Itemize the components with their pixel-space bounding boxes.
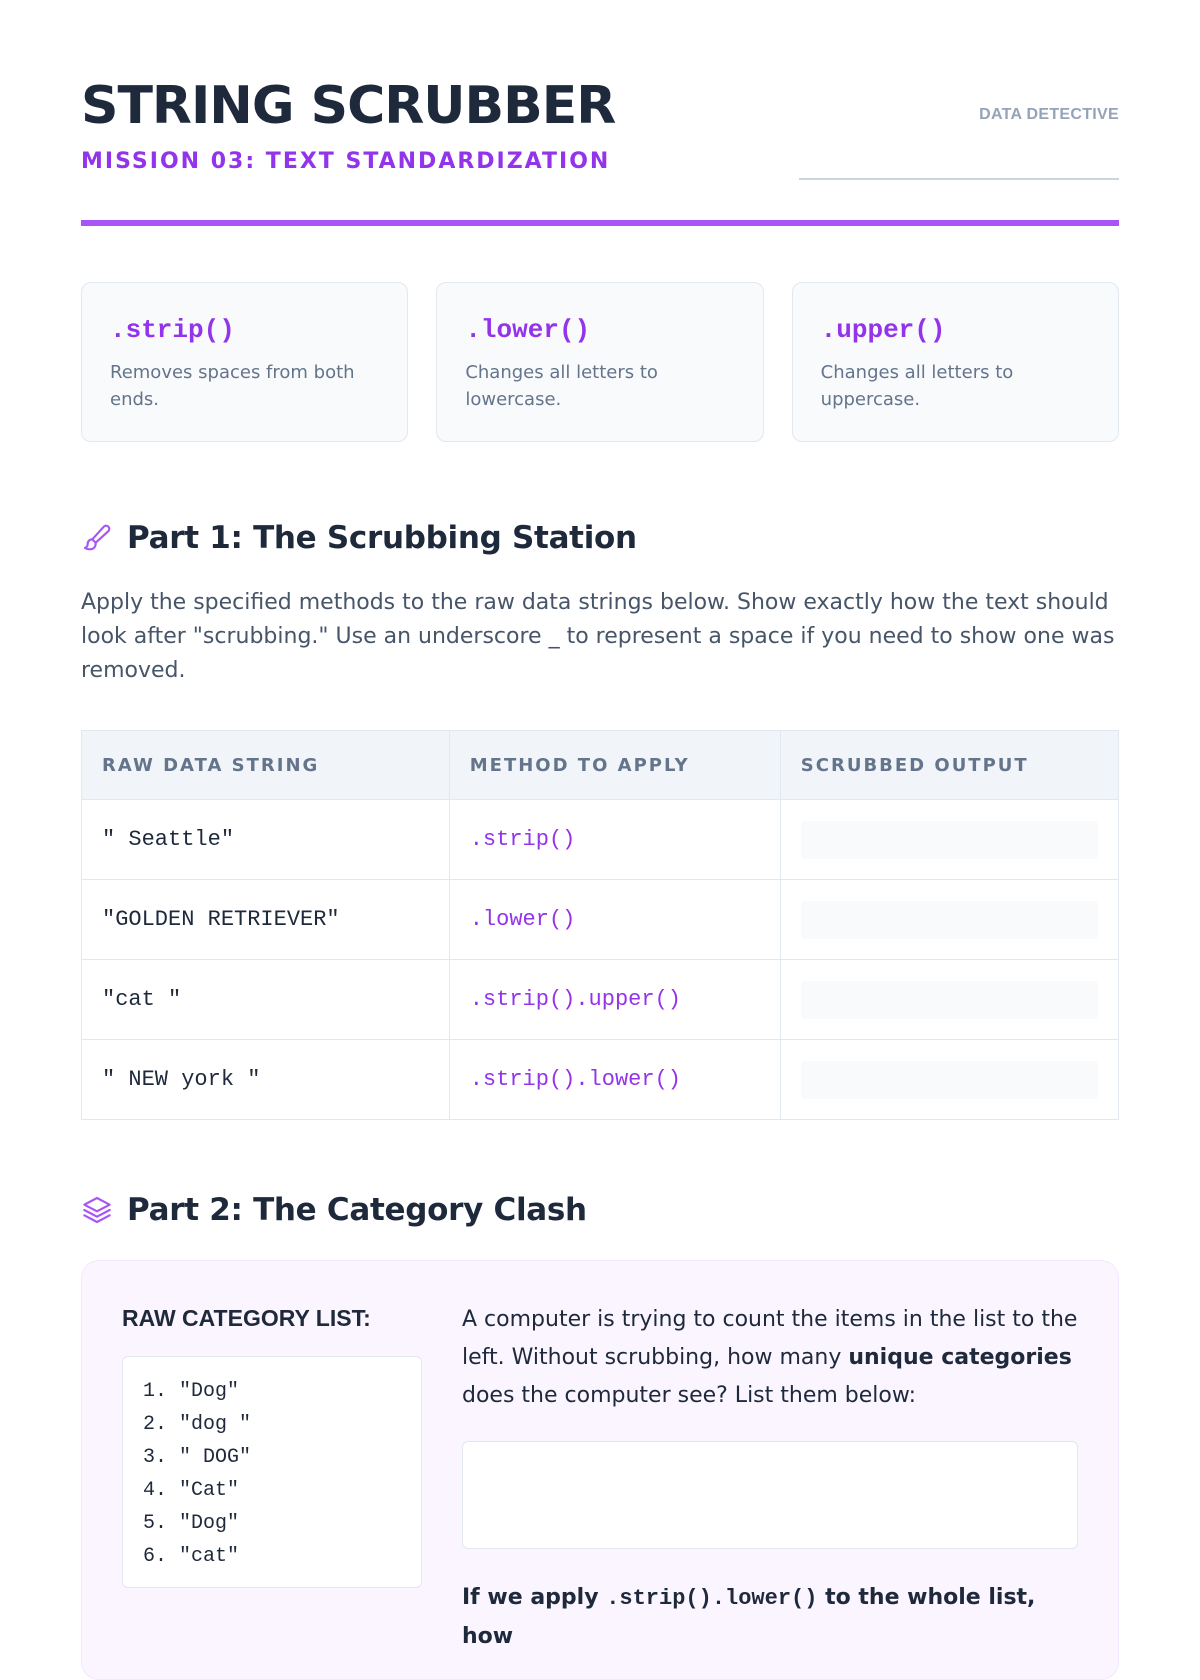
list-item: 6. "cat" <box>143 1545 240 1568</box>
table-row <box>82 800 1119 880</box>
brush-icon <box>81 522 113 554</box>
category-clash-panel <box>81 1260 1119 1680</box>
table-row <box>82 960 1119 1040</box>
method-cell: .strip().upper() <box>449 960 780 1040</box>
question-text: A computer is trying to count the items in the list to the left. Without scrubbing, how many <box>462 1307 1078 1370</box>
scrubbed-output-field[interactable] <box>801 1061 1098 1099</box>
scrubbed-output-field[interactable] <box>801 901 1098 939</box>
question-emphasis: unique categories <box>848 1345 1072 1370</box>
method-card-lower <box>436 282 763 442</box>
list-item: 2. "dog " <box>143 1413 252 1436</box>
header <box>81 0 1119 226</box>
method-cell: .strip().lower() <box>449 1040 780 1120</box>
scrubbing-table <box>81 730 1119 1120</box>
raw-string-cell: " NEW york " <box>82 1040 450 1120</box>
list-item: 5. "Dog" <box>143 1512 240 1535</box>
output-cell <box>780 800 1118 880</box>
header-divider <box>81 220 1119 226</box>
scrubbed-output-field[interactable] <box>801 821 1098 859</box>
method-name: .upper() <box>820 315 946 345</box>
part1-title: Part 1: The Scrubbing Station <box>127 520 637 556</box>
method-cell: .lower() <box>449 880 780 960</box>
list-item: 3. " DOG" <box>143 1446 252 1469</box>
category-list-box <box>122 1356 422 1588</box>
part1-instructions: Apply the specified methods to the raw data strings below. Show exactly how the text should look after "scrubbing." Use an underscore _ to represent a space if you need to show one was removed. <box>81 590 1115 683</box>
scrubbed-output-field[interactable] <box>801 981 1098 1019</box>
raw-string-cell: " Seattle" <box>82 800 450 880</box>
part2-title: Part 2: The Category Clash <box>127 1192 587 1228</box>
list-item: 4. "Cat" <box>143 1479 240 1502</box>
method-description: Removes spaces from both ends. <box>110 362 355 410</box>
output-cell <box>780 960 1118 1040</box>
category-list <box>143 1375 401 1573</box>
unique-categories-question <box>462 1301 1078 1415</box>
table-header-row <box>82 731 1119 800</box>
method-cards <box>81 282 1119 442</box>
question-text: to the whole list, how <box>462 1585 1036 1649</box>
column-header-raw: RAW DATA STRING <box>82 731 450 800</box>
method-card-upper <box>792 282 1119 442</box>
list-item: 1. "Dog" <box>143 1380 240 1403</box>
question-text: does the computer see? List them below: <box>462 1383 917 1408</box>
layers-icon <box>81 1194 113 1226</box>
output-cell <box>780 880 1118 960</box>
method-name: .lower() <box>465 315 591 345</box>
raw-string-cell: "GOLDEN RETRIEVER" <box>82 880 450 960</box>
category-list-column <box>122 1301 422 1679</box>
output-cell <box>780 1040 1118 1120</box>
method-description: Changes all letters to lowercase. <box>465 362 658 410</box>
raw-string-cell: "cat " <box>82 960 450 1040</box>
page-title: STRING SCRUBBER <box>81 76 616 136</box>
table-row <box>82 880 1119 960</box>
part2-heading <box>81 1190 1119 1230</box>
column-header-method: METHOD TO APPLY <box>449 731 780 800</box>
name-line[interactable] <box>799 178 1119 180</box>
table-row <box>82 1040 1119 1120</box>
column-header-output: SCRUBBED OUTPUT <box>780 731 1118 800</box>
category-list-label: RAW CATEGORY LIST: <box>122 1305 371 1331</box>
mission-subtitle: MISSION 03: TEXT STANDARDIZATION <box>81 149 611 174</box>
question-text: If we apply <box>462 1585 607 1610</box>
method-card-strip <box>81 282 408 442</box>
unique-categories-answer-field[interactable] <box>462 1441 1078 1549</box>
part1-heading <box>81 518 1119 558</box>
method-cell: .strip() <box>449 800 780 880</box>
method-name: .strip() <box>110 315 235 345</box>
method-description: Changes all letters to uppercase. <box>820 362 1014 410</box>
data-detective-label: DATA DETECTIVE <box>979 106 1119 123</box>
scrubbed-count-question <box>462 1579 1078 1656</box>
question-code: .strip().lower() <box>606 1586 818 1611</box>
question-column <box>462 1301 1078 1679</box>
